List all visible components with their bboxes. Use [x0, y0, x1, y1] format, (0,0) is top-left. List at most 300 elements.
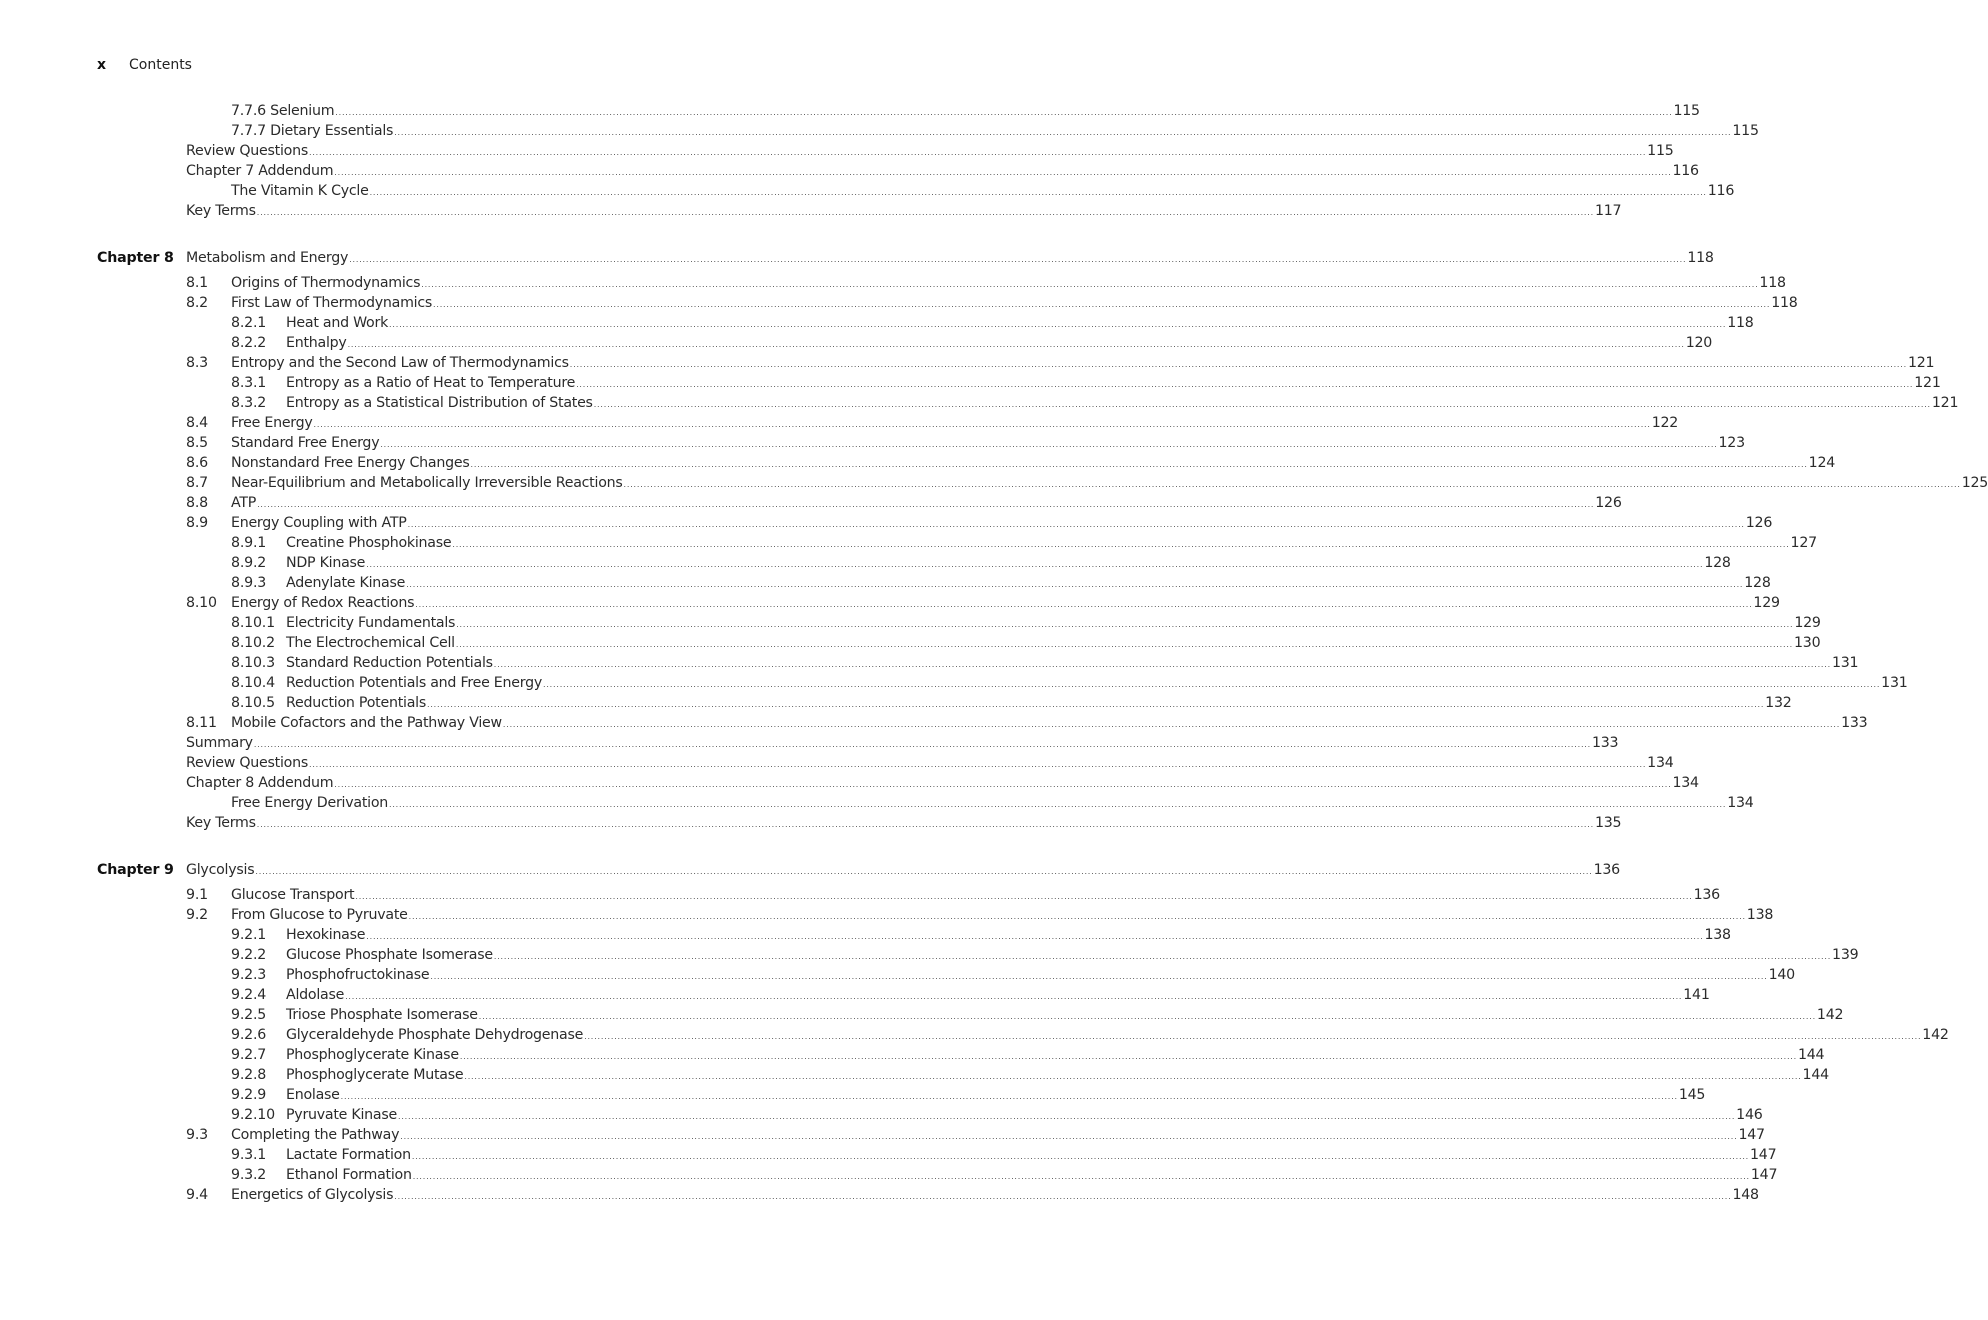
page-ref: 135 — [1594, 815, 1622, 831]
entry-title: Key Terms — [186, 203, 256, 219]
dot-leader: ................................................................................................................................................................................................................................................................................................................................................................................................................ — [584, 1032, 1922, 1041]
entry-title: Triose Phosphate Isomerase — [286, 1007, 478, 1023]
page-ref: 130 — [1794, 635, 1821, 651]
page-ref: 121 — [1931, 395, 1959, 411]
chapter-label: Chapter 9 — [97, 862, 174, 878]
entry-line — [286, 693, 1792, 715]
entry-line — [186, 201, 1622, 223]
toc-entry[interactable] — [0, 433, 1745, 453]
entry-line — [231, 433, 1745, 455]
page-header — [97, 57, 192, 73]
toc-entry[interactable] — [0, 773, 1699, 793]
toc-entry[interactable] — [0, 533, 1817, 553]
dot-leader: ................................................................................................................................................................................................................................................................................................................................................................................................................ — [334, 780, 1672, 789]
dot-leader: ................................................................................................................................................................................................................................................................................................................................................................................................................ — [408, 912, 1746, 921]
entry-line — [186, 860, 1620, 882]
page-ref: 139 — [1832, 947, 1859, 963]
dot-leader: ................................................................................................................................................................................................................................................................................................................................................................................................................ — [394, 1192, 1732, 1201]
page-ref: 141 — [1683, 987, 1710, 1003]
toc-entry[interactable] — [0, 453, 1836, 473]
page-ref: 129 — [1753, 595, 1780, 611]
page-ref: 131 — [1881, 675, 1908, 691]
toc-entry[interactable] — [0, 673, 1908, 693]
toc-entry[interactable] — [0, 633, 1821, 653]
toc-chapter-row[interactable] — [0, 248, 1714, 268]
entry-title: Phosphoglycerate Kinase — [286, 1047, 459, 1063]
dot-leader: ................................................................................................................................................................................................................................................................................................................................................................................................................ — [253, 740, 1591, 749]
dot-leader: ................................................................................................................................................................................................................................................................................................................................................................................................................ — [576, 380, 1914, 389]
toc-entry[interactable] — [0, 273, 1786, 293]
toc-entry[interactable] — [0, 1185, 1759, 1205]
entry-line — [231, 413, 1679, 435]
section-number: 9.2.7 — [231, 1047, 267, 1063]
dot-leader: ................................................................................................................................................................................................................................................................................................................................................................................................................ — [340, 1092, 1678, 1101]
toc-entry[interactable] — [0, 653, 1859, 673]
toc-entry[interactable] — [0, 333, 1713, 353]
entry-line — [286, 985, 1710, 1007]
page-ref: 118 — [1759, 275, 1786, 291]
section-number: 9.2.6 — [231, 1027, 267, 1043]
page-ref: 115 — [1732, 123, 1759, 139]
entry-title: Heat and Work — [286, 315, 389, 331]
toc-entry[interactable] — [0, 1045, 1825, 1065]
dot-leader: ................................................................................................................................................................................................................................................................................................................................................................................................................ — [349, 255, 1687, 264]
entry-line — [286, 633, 1821, 655]
toc-entry[interactable] — [0, 905, 1774, 925]
dot-leader: ................................................................................................................................................................................................................................................................................................................................................................................................................ — [397, 1112, 1736, 1121]
entry-title: Review Questions — [186, 755, 308, 771]
entry-line — [286, 925, 1731, 947]
entry-title: Enolase — [286, 1087, 340, 1103]
dot-leader: ................................................................................................................................................................................................................................................................................................................................................................................................................ — [415, 600, 1753, 609]
section-number: 8.2.1 — [231, 315, 267, 331]
entry-line — [231, 905, 1774, 927]
dot-leader: ................................................................................................................................................................................................................................................................................................................................................................................................................ — [394, 128, 1732, 137]
page-ref: 133 — [1841, 715, 1868, 731]
entry-line — [286, 573, 1771, 595]
dot-leader: ................................................................................................................................................................................................................................................................................................................................................................................................................ — [308, 148, 1647, 157]
entry-title: From Glucose to Pyruvate — [231, 907, 408, 923]
toc-entry[interactable] — [0, 1145, 1777, 1165]
page-ref: 121 — [1914, 375, 1941, 391]
toc-entry[interactable] — [0, 965, 1795, 985]
page-ref: 118 — [1727, 315, 1754, 331]
entry-line — [231, 101, 1700, 123]
page-ref: 142 — [1816, 1007, 1844, 1023]
section-number: 9.2.1 — [231, 927, 267, 943]
entry-line — [186, 773, 1699, 795]
dot-leader: ................................................................................................................................................................................................................................................................................................................................................................................................................ — [470, 460, 1808, 469]
toc-entry[interactable] — [0, 413, 1679, 433]
toc-entry[interactable] — [0, 353, 1935, 373]
entry-title: Electricity Fundamentals — [286, 615, 456, 631]
entry-line — [286, 965, 1795, 987]
entry-line — [286, 373, 1941, 395]
page-ref: 132 — [1765, 695, 1792, 711]
page-ref: 134 — [1647, 755, 1674, 771]
page-ref: 144 — [1798, 1047, 1825, 1063]
entry-title: Energetics of Glycolysis — [231, 1187, 394, 1203]
entry-title: Pyruvate Kinase — [286, 1107, 397, 1123]
page-ref: 124 — [1808, 455, 1836, 471]
entry-line — [231, 1185, 1759, 1207]
entry-title: Free Energy — [231, 415, 313, 431]
section-number: 8.4 — [186, 415, 208, 431]
entry-line — [231, 1125, 1765, 1147]
entry-line — [231, 181, 1735, 203]
page-ref: 147 — [1750, 1167, 1778, 1183]
page-ref: 118 — [1771, 295, 1798, 311]
dot-leader: ................................................................................................................................................................................................................................................................................................................................................................................................................ — [255, 867, 1593, 876]
entry-title: Review Questions — [186, 143, 308, 159]
dot-leader: ................................................................................................................................................................................................................................................................................................................................................................................................................ — [334, 168, 1672, 177]
page-ref: 120 — [1685, 335, 1713, 351]
dot-leader: ................................................................................................................................................................................................................................................................................................................................................................................................................ — [347, 340, 1685, 349]
page-ref: 125 — [1961, 475, 1988, 491]
entry-line — [231, 293, 1798, 315]
section-number: 8.9.3 — [231, 575, 267, 591]
section-number: 8.10.2 — [231, 635, 275, 651]
entry-line — [286, 393, 1959, 415]
entry-line — [286, 673, 1908, 695]
dot-leader: ................................................................................................................................................................................................................................................................................................................................................................................................................ — [502, 720, 1841, 729]
entry-line — [286, 533, 1817, 555]
section-number: 9.2.2 — [231, 947, 267, 963]
dot-leader: ................................................................................................................................................................................................................................................................................................................................................................................................................ — [335, 108, 1673, 117]
section-number: 9.1 — [186, 887, 208, 903]
entry-title: Origins of Thermodynamics — [231, 275, 421, 291]
page-ref: 146 — [1736, 1107, 1763, 1123]
entry-title: Aldolase — [286, 987, 345, 1003]
dot-leader: ................................................................................................................................................................................................................................................................................................................................................................................................................ — [256, 820, 1594, 829]
entry-title: Energy of Redox Reactions — [231, 595, 415, 611]
toc-entry[interactable] — [0, 141, 1674, 161]
entry-line — [231, 453, 1836, 475]
section-number: 8.1 — [186, 275, 208, 291]
section-number: 8.2 — [186, 295, 208, 311]
entry-title: Phosphofructokinase — [286, 967, 430, 983]
entry-line — [231, 593, 1780, 615]
page-ref: 147 — [1738, 1127, 1765, 1143]
section-number: 8.10.1 — [231, 615, 275, 631]
entry-line — [286, 945, 1859, 967]
dot-leader: ................................................................................................................................................................................................................................................................................................................................................................................................................ — [400, 1132, 1738, 1141]
page-ref: 126 — [1745, 515, 1773, 531]
entry-line — [231, 793, 1754, 815]
page-ref: 129 — [1794, 615, 1821, 631]
page-ref: 148 — [1732, 1187, 1759, 1203]
section-number: 9.3 — [186, 1127, 208, 1143]
page-ref: 138 — [1746, 907, 1774, 923]
toc-entry[interactable] — [0, 493, 1622, 513]
page-ref: 118 — [1687, 250, 1714, 266]
toc-entry[interactable] — [0, 513, 1773, 533]
toc-entry[interactable] — [0, 793, 1754, 813]
toc-entry[interactable] — [0, 985, 1710, 1005]
page-ref: 115 — [1673, 103, 1700, 119]
entry-title: Completing the Pathway — [231, 1127, 400, 1143]
entry-title: Mobile Cofactors and the Pathway View — [231, 715, 502, 731]
section-number: 8.10.5 — [231, 695, 275, 711]
entry-line — [186, 161, 1699, 183]
dot-leader: ................................................................................................................................................................................................................................................................................................................................................................................................................ — [366, 560, 1704, 569]
page-ref: 123 — [1718, 435, 1745, 451]
page-ref: 144 — [1802, 1067, 1829, 1083]
entry-line — [231, 513, 1773, 535]
section-number: 8.6 — [186, 455, 208, 471]
dot-leader: ................................................................................................................................................................................................................................................................................................................................................................................................................ — [345, 992, 1683, 1001]
entry-line — [286, 653, 1859, 675]
toc-entry[interactable] — [0, 393, 1959, 413]
dot-leader: ................................................................................................................................................................................................................................................................................................................................................................................................................ — [355, 892, 1693, 901]
page-number: x — [97, 57, 107, 73]
toc-entry[interactable] — [0, 1105, 1763, 1125]
page-ref: 140 — [1768, 967, 1795, 983]
entry-line — [186, 248, 1714, 270]
section-number: 9.4 — [186, 1187, 208, 1203]
section-number: 8.9.1 — [231, 535, 267, 551]
dot-leader: ................................................................................................................................................................................................................................................................................................................................................................................................................ — [459, 1052, 1797, 1061]
toc-entry[interactable] — [0, 181, 1735, 201]
page-ref: 126 — [1595, 495, 1622, 511]
toc-entry[interactable] — [0, 373, 1941, 393]
entry-line — [231, 885, 1720, 907]
page-ref: 136 — [1593, 862, 1620, 878]
section-number: 9.2.10 — [231, 1107, 275, 1123]
entry-title: ATP — [231, 495, 257, 511]
dot-leader: ................................................................................................................................................................................................................................................................................................................................................................................................................ — [478, 1012, 1816, 1021]
section-number: 9.2.9 — [231, 1087, 267, 1103]
toc-entry[interactable] — [0, 945, 1859, 965]
section-number: 9.2.8 — [231, 1067, 267, 1083]
toc-entry[interactable] — [0, 473, 1988, 493]
section-number: 8.2.2 — [231, 335, 267, 351]
dot-leader: ................................................................................................................................................................................................................................................................................................................................................................................................................ — [493, 660, 1831, 669]
entry-line — [286, 1165, 1778, 1187]
table-of-contents — [0, 101, 1988, 1205]
dot-leader: ................................................................................................................................................................................................................................................................................................................................................................................................................ — [433, 300, 1771, 309]
dot-leader: ................................................................................................................................................................................................................................................................................................................................................................................................................ — [366, 932, 1704, 941]
entry-title: 7.7.6 Selenium — [231, 103, 335, 119]
dot-leader: ................................................................................................................................................................................................................................................................................................................................................................................................................ — [308, 760, 1647, 769]
toc-entry[interactable] — [0, 1125, 1765, 1145]
toc-entry[interactable] — [0, 733, 1619, 753]
page-ref: 147 — [1750, 1147, 1777, 1163]
dot-leader: ................................................................................................................................................................................................................................................................................................................................................................................................................ — [455, 640, 1794, 649]
page-ref: 138 — [1704, 927, 1731, 943]
entry-title: Ethanol Formation — [286, 1167, 412, 1183]
entry-title: Enthalpy — [286, 335, 347, 351]
entry-line — [231, 493, 1622, 515]
entry-title: NDP Kinase — [286, 555, 366, 571]
page-ref: 121 — [1907, 355, 1935, 371]
dot-leader: ................................................................................................................................................................................................................................................................................................................................................................................................................ — [430, 972, 1768, 981]
entry-line — [186, 753, 1674, 775]
entry-title: The Vitamin K Cycle — [231, 183, 369, 199]
section-number: 9.2.4 — [231, 987, 267, 1003]
section-number: 8.7 — [186, 475, 208, 491]
entry-line — [286, 1005, 1844, 1027]
entry-title: Entropy as a Statistical Distribution of States — [286, 395, 593, 411]
entry-line — [286, 1145, 1777, 1167]
page-ref: 116 — [1707, 183, 1735, 199]
toc-entry[interactable] — [0, 813, 1622, 833]
section-number: 8.10 — [186, 595, 217, 611]
toc-entry[interactable] — [0, 161, 1699, 181]
page-ref: 133 — [1592, 735, 1619, 751]
entry-line — [231, 353, 1935, 375]
toc-entry[interactable] — [0, 553, 1731, 573]
entry-title: Glucose Transport — [231, 887, 355, 903]
section-number: 9.2.3 — [231, 967, 267, 983]
entry-title: Hexokinase — [286, 927, 366, 943]
running-title: Contents — [129, 57, 192, 73]
entry-title: Glucose Phosphate Isomerase — [286, 947, 493, 963]
page-ref: 127 — [1790, 535, 1817, 551]
dot-leader: ................................................................................................................................................................................................................................................................................................................................................................................................................ — [257, 500, 1595, 509]
toc-entry[interactable] — [0, 101, 1700, 121]
section-number: 8.3 — [186, 355, 208, 371]
toc-entry[interactable] — [0, 1025, 1949, 1045]
dot-leader: ................................................................................................................................................................................................................................................................................................................................................................................................................ — [456, 620, 1794, 629]
page-ref: 131 — [1831, 655, 1859, 671]
entry-line — [286, 1025, 1949, 1047]
page-ref: 134 — [1672, 775, 1699, 791]
dot-leader: ................................................................................................................................................................................................................................................................................................................................................................................................................ — [380, 440, 1718, 449]
entry-title: Entropy as a Ratio of Heat to Temperature — [286, 375, 576, 391]
entry-line — [231, 273, 1786, 295]
page-ref: 142 — [1922, 1027, 1949, 1043]
section-number: 8.10.4 — [231, 675, 275, 691]
entry-title: Reduction Potentials — [286, 695, 426, 711]
entry-line — [186, 733, 1619, 755]
toc-entry[interactable] — [0, 1085, 1706, 1105]
dot-leader: ................................................................................................................................................................................................................................................................................................................................................................................................................ — [569, 360, 1907, 369]
entry-title: Glyceraldehyde Phosphate Dehydrogenase — [286, 1027, 584, 1043]
entry-title: Adenylate Kinase — [286, 575, 406, 591]
toc-entry[interactable] — [0, 121, 1759, 141]
entry-line — [231, 121, 1759, 143]
dot-leader: ................................................................................................................................................................................................................................................................................................................................................................................................................ — [412, 1172, 1750, 1181]
page-ref: 122 — [1651, 415, 1679, 431]
page-ref: 116 — [1672, 163, 1699, 179]
entry-line — [286, 613, 1821, 635]
dot-leader: ................................................................................................................................................................................................................................................................................................................................................................................................................ — [256, 208, 1594, 217]
page-ref: 128 — [1744, 575, 1771, 591]
entry-title: Creatine Phosphokinase — [286, 535, 452, 551]
entry-line — [186, 813, 1622, 835]
dot-leader: ................................................................................................................................................................................................................................................................................................................................................................................................................ — [464, 1072, 1802, 1081]
page-ref: 115 — [1647, 143, 1674, 159]
dot-leader: ................................................................................................................................................................................................................................................................................................................................................................................................................ — [623, 480, 1961, 489]
entry-line — [286, 313, 1754, 335]
entry-title: Entropy and the Second Law of Thermodynamics — [231, 355, 569, 371]
entry-title: Standard Free Energy — [231, 435, 380, 451]
section-number: 9.2 — [186, 907, 208, 923]
entry-title: Key Terms — [186, 815, 256, 831]
dot-leader: ................................................................................................................................................................................................................................................................................................................................................................................................................ — [411, 1152, 1750, 1161]
toc-entry[interactable] — [0, 713, 1868, 733]
entry-line — [231, 713, 1868, 735]
entry-title: Standard Reduction Potentials — [286, 655, 493, 671]
entry-line — [286, 1065, 1829, 1087]
entry-line — [186, 141, 1674, 163]
toc-entry[interactable] — [0, 201, 1622, 221]
entry-title: Reduction Potentials and Free Energy — [286, 675, 542, 691]
toc-entry[interactable] — [0, 925, 1731, 945]
chapter-label: Chapter 8 — [97, 250, 174, 266]
dot-leader: ................................................................................................................................................................................................................................................................................................................................................................................................................ — [389, 800, 1727, 809]
section-number: 8.10.3 — [231, 655, 275, 671]
entry-title: First Law of Thermodynamics — [231, 295, 433, 311]
section-number: 8.9 — [186, 515, 208, 531]
section-number: 8.8 — [186, 495, 208, 511]
dot-leader: ................................................................................................................................................................................................................................................................................................................................................................................................................ — [493, 952, 1832, 961]
toc-entry[interactable] — [0, 1165, 1778, 1185]
entry-title: Near-Equilibrium and Metabolically Irreversible Reactions — [231, 475, 623, 491]
entry-title: Phosphoglycerate Mutase — [286, 1067, 464, 1083]
entry-line — [286, 333, 1713, 355]
toc-entry[interactable] — [0, 753, 1674, 773]
page-ref: 134 — [1727, 795, 1754, 811]
dot-leader: ................................................................................................................................................................................................................................................................................................................................................................................................................ — [452, 540, 1790, 549]
entry-title: Glycolysis — [186, 862, 255, 878]
dot-leader: ................................................................................................................................................................................................................................................................................................................................................................................................................ — [542, 680, 1881, 689]
entry-title: 7.7.7 Dietary Essentials — [231, 123, 394, 139]
toc-entry[interactable] — [0, 573, 1771, 593]
entry-title: Summary — [186, 735, 253, 751]
dot-leader: ................................................................................................................................................................................................................................................................................................................................................................................................................ — [593, 400, 1931, 409]
toc-entry[interactable] — [0, 593, 1780, 613]
section-number: 9.2.5 — [231, 1007, 267, 1023]
entry-line — [286, 1105, 1763, 1127]
entry-title: Nonstandard Free Energy Changes — [231, 455, 470, 471]
dot-leader: ................................................................................................................................................................................................................................................................................................................................................................................................................ — [406, 580, 1744, 589]
dot-leader: ................................................................................................................................................................................................................................................................................................................................................................................................................ — [421, 280, 1759, 289]
toc-entry[interactable] — [0, 885, 1720, 905]
dot-leader: ................................................................................................................................................................................................................................................................................................................................................................................................................ — [369, 188, 1707, 197]
section-number: 8.3.1 — [231, 375, 267, 391]
section-number: 9.3.2 — [231, 1167, 267, 1183]
toc-entry[interactable] — [0, 693, 1792, 713]
entry-title: Lactate Formation — [286, 1147, 411, 1163]
entry-line — [286, 553, 1731, 575]
section-number: 8.11 — [186, 715, 217, 731]
dot-leader: ................................................................................................................................................................................................................................................................................................................................................................................................................ — [313, 420, 1651, 429]
entry-line — [286, 1045, 1825, 1067]
toc-chapter-row[interactable] — [0, 860, 1620, 880]
page-ref: 136 — [1693, 887, 1720, 903]
entry-title: Energy Coupling with ATP — [231, 515, 407, 531]
dot-leader: ................................................................................................................................................................................................................................................................................................................................................................................................................ — [389, 320, 1727, 329]
page-ref: 128 — [1704, 555, 1731, 571]
entry-line — [231, 473, 1988, 495]
toc-entry[interactable] — [0, 1005, 1844, 1025]
toc-entry[interactable] — [0, 1065, 1829, 1085]
section-number: 9.3.1 — [231, 1147, 267, 1163]
entry-title: Metabolism and Energy — [186, 250, 349, 266]
entry-title: The Electrochemical Cell — [286, 635, 455, 651]
toc-entry[interactable] — [0, 613, 1821, 633]
toc-entry[interactable] — [0, 313, 1754, 333]
entry-title: Free Energy Derivation — [231, 795, 388, 811]
entry-title: Chapter 7 Addendum — [186, 163, 334, 179]
page-ref: 145 — [1678, 1087, 1706, 1103]
toc-entry[interactable] — [0, 293, 1798, 313]
dot-leader: ................................................................................................................................................................................................................................................................................................................................................................................................................ — [407, 520, 1745, 529]
entry-title: Chapter 8 Addendum — [186, 775, 334, 791]
entry-line — [286, 1085, 1706, 1107]
